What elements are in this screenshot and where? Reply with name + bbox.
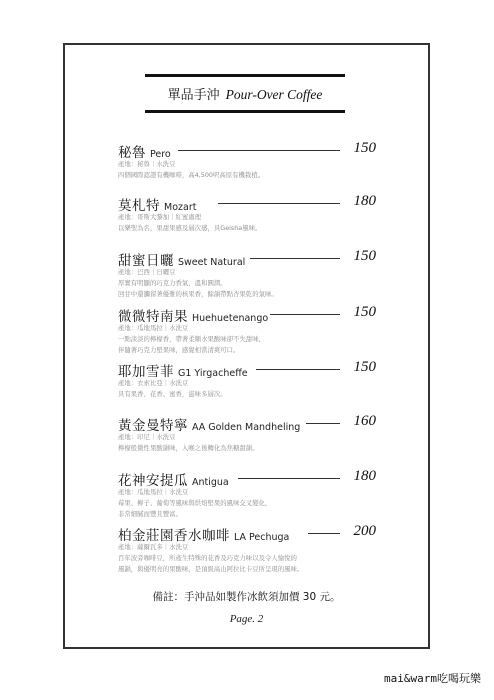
header-rule-top	[145, 74, 345, 77]
item-leader-line	[306, 423, 340, 424]
item-leader-line	[250, 258, 340, 259]
item-price: 150	[353, 359, 376, 375]
item-leader-line	[256, 369, 340, 370]
item-name: 莫札特 Mozart	[118, 198, 197, 214]
item-origin: 產地：薩爾瓦多｜水洗豆	[118, 543, 189, 551]
item-name: 甜蜜日曬 Sweet Natural	[118, 253, 246, 269]
section-title-en: Pour-Over Coffee	[225, 87, 323, 102]
menu-item	[118, 305, 376, 356]
item-name: 耶加雪菲 G1 Yirgacheffe	[118, 364, 248, 380]
item-price: 180	[353, 468, 376, 484]
item-leader-line	[178, 150, 340, 151]
menu-item	[118, 414, 376, 454]
item-name: 柏金莊園香水咖啡 LA Pechuga	[118, 528, 290, 544]
menu-item	[118, 141, 376, 181]
item-leader-line	[270, 314, 340, 315]
menu-item	[118, 360, 376, 400]
item-name: 黃金曼特寧 AA Golden Mandheling	[118, 418, 301, 434]
item-description: 百年波旁咖啡豆，所產生特殊的花香及巧克力味以及令人愉悅的	[118, 554, 297, 562]
item-price: 180	[353, 193, 376, 209]
item-leader-line	[238, 478, 340, 479]
item-leader-line	[218, 203, 340, 204]
footer-note: 備註：手沖品如製作冰飲須加價 30 元。	[152, 591, 341, 603]
item-description: 檸檬般微性果酸韻味，入喉之後轉化為焦糖甜韻。	[118, 444, 259, 452]
watermark: mai&warm吃喝玩樂	[384, 672, 481, 685]
item-price: 160	[353, 413, 376, 429]
item-origin: 產地：瓜地馬拉｜水洗豆	[118, 488, 189, 496]
item-origin: 產地：巴西｜日曬豆	[118, 268, 176, 276]
menu-item	[118, 249, 376, 300]
menu-item	[118, 194, 376, 234]
item-name: 微微特南果 Huehuetenango	[118, 309, 269, 325]
item-price: 150	[353, 304, 376, 320]
item-name: 花神安提瓜 Antigua	[118, 473, 229, 489]
item-origin: 產地：瓜地馬拉｜水洗豆	[118, 324, 189, 332]
page-number: Page. 2	[229, 613, 264, 625]
item-name: 秘魯 Pero	[118, 145, 171, 161]
item-description: 四個國際認證有機咖啡，高4,500呎高原有機栽植。	[118, 171, 265, 179]
menu-item	[118, 524, 376, 575]
item-description: 伴隨著巧克力堅果味，感覺相當清爽可口。	[118, 346, 240, 354]
item-description: 一點淡淡的檸檬香，帶著柔順水果酸味卻不失甜味，	[118, 335, 265, 343]
item-origin: 產地：哥斯大黎加｜紅蜜處理	[118, 213, 202, 221]
item-description: 厚實有明顯的巧克力香氣，溫和圓潤。	[118, 279, 227, 287]
header-rule-bottom	[145, 110, 345, 113]
item-description: 莓果、柳子、葡萄等風味與烘焙堅果的風味交叉變化，	[118, 499, 272, 507]
item-description: 非常細膩而豐且豐富。	[118, 510, 182, 518]
section-title	[145, 84, 345, 103]
item-price: 150	[353, 248, 376, 264]
item-description: 風韻，與優明亮的果酸味，是頂級高山阿拉比卡豆所呈現的風味。	[118, 565, 304, 573]
item-leader-line	[308, 533, 340, 534]
item-origin: 產地：印尼｜水洗豆	[118, 433, 176, 441]
item-origin: 產地：秘魯｜水洗豆	[118, 160, 176, 168]
item-description: 回甘中還瀰留著優雅的核果香，餘韻帶點杏果乾的氣味。	[118, 290, 278, 298]
item-description: 以樂聖為名，果甜果感及層次感，具Geisha風味。	[118, 224, 262, 232]
item-origin: 產地：衣索比亞｜水洗豆	[118, 379, 189, 387]
item-description: 具有果香、花香、蜜香，滋味多層次。	[118, 390, 227, 398]
item-price: 150	[353, 140, 376, 156]
item-price: 200	[353, 523, 376, 539]
menu-item	[118, 469, 376, 520]
section-title-zh: 單品手沖	[167, 88, 220, 103]
